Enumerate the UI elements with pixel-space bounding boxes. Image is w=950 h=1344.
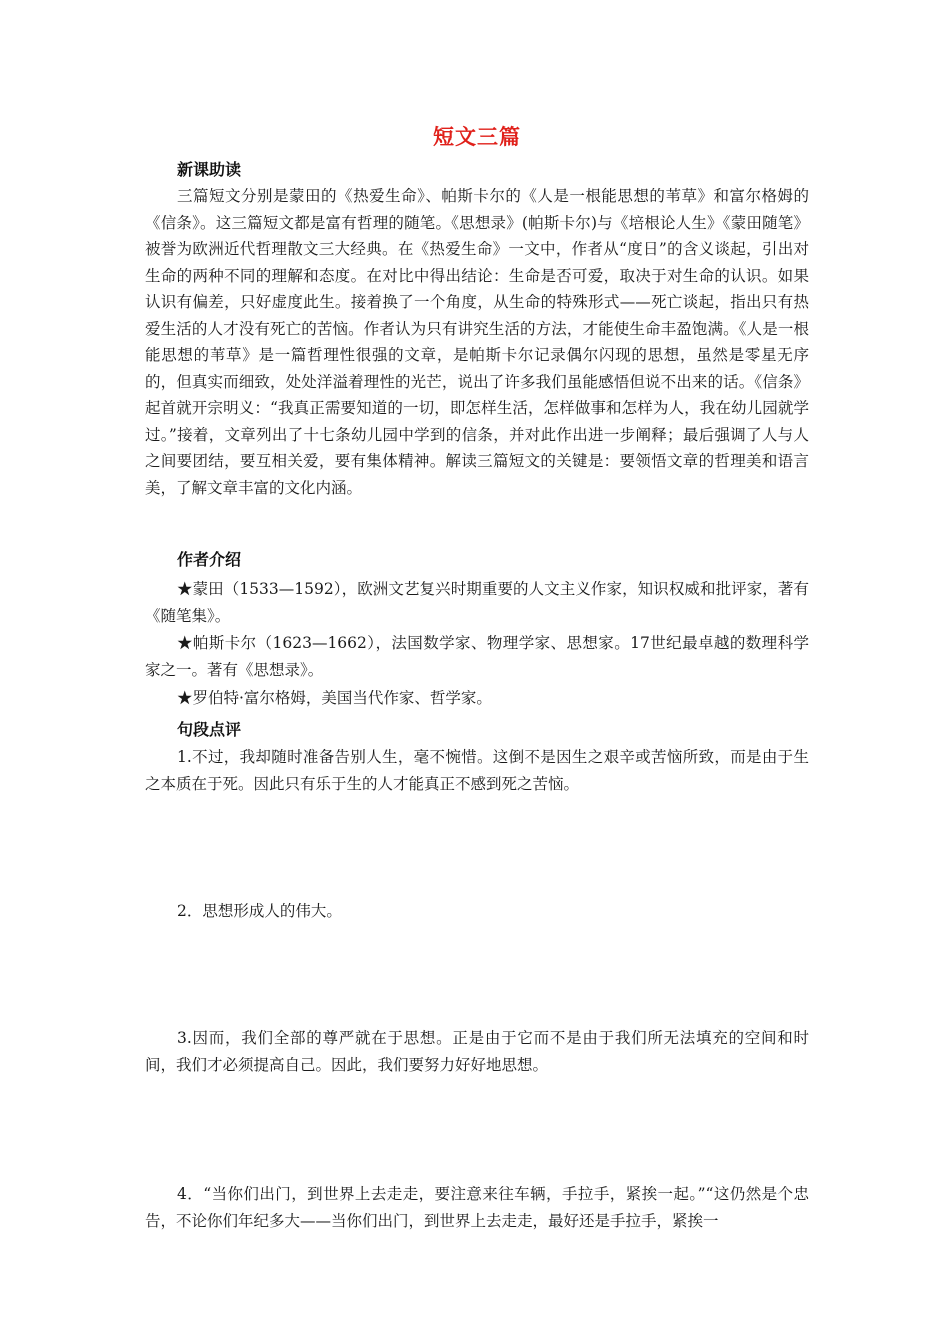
- comment-item: 2．思想形成人的伟大。: [177, 902, 342, 920]
- section-heading-authors: 作者介绍: [177, 550, 242, 569]
- comment-item: 4．“当你们出门，到世界上去走走，要注意来往车辆，手拉手，紧挨一起。”“这仍然是个忠告，不论你们年纪多大——当你们出门，到世界上去走走，最好还是手拉手，紧挨一: [145, 1185, 809, 1230]
- author-item: ★蒙田（1533—1592），欧洲文艺复兴时期重要的人文主义作家，知识权威和批评家，著有《随笔集》。: [145, 580, 809, 625]
- section-heading-intro: 新课助读: [177, 160, 242, 179]
- document-title: 短文三篇: [433, 125, 521, 149]
- author-item: ★罗伯特·富尔格姆，美国当代作家、哲学家。: [177, 689, 492, 707]
- section-heading-comments: 句段点评: [177, 720, 242, 739]
- comment-item: 1.不过，我却随时准备告别人生，毫不惋惜。这倒不是因生之艰辛或苦恼所致，而是由于生之本质在于死。因此只有乐于生的人才能真正不感到死之苦恼。: [145, 748, 809, 793]
- comment-item: 3.因而，我们全部的尊严就在于思想。正是由于它而不是由于我们所无法填充的空间和时间，我们才必须提高自己。因此，我们要努力好好地思想。: [145, 1029, 809, 1074]
- author-item: ★帕斯卡尔（1623—1662），法国数学家、物理学家、思想家。17世纪最卓越的数理科学家之一。著有《思想录》。: [145, 634, 809, 679]
- intro-paragraph: 三篇短文分别是蒙田的《热爱生命》、帕斯卡尔的《人是一根能思想的苇草》和富尔格姆的《信条》。这三篇短文都是富有哲理的随笔。《思想录》(帕斯卡尔)与《培根论人生》《蒙田随笔》被誉为欧洲近代哲理散文三大经典。在《热爱生命》一文中，作者从“度日”的含义谈起，引出对生命的两种不同的理解和态度。在对比中得出结论：生命是否可爱，取决于对生命的认识。如果认识有偏差，只好虚度此生。接着换了一个角度，从生命的特殊形式——死亡谈起，指出只有热爱生活的人才没有死亡的苦恼。作者认为只有讲究生活的方法，才能使生命丰盈饱满。《人是一根能思想的苇草》是一篇哲理性很强的文章，是帕斯卡尔记录偶尔闪现的思想，虽然是零星无序的，但真实而细致，处处洋溢着理性的光芒，说出了许多我们虽能感悟但说不出来的话。《信条》起首就开宗明义：“我真正需要知道的一切，即怎样生活，怎样做事和怎样为人，我在幼儿园就学过。”接着，文章列出了十七条幼儿园中学到的信条，并对此作出进一步阐释；最后强调了人与人之间要团结，要互相关爱，要有集体精神。解读三篇短文的关键是：要领悟文章的哲理美和语言美，了解文章丰富的文化内涵。: [145, 187, 809, 497]
